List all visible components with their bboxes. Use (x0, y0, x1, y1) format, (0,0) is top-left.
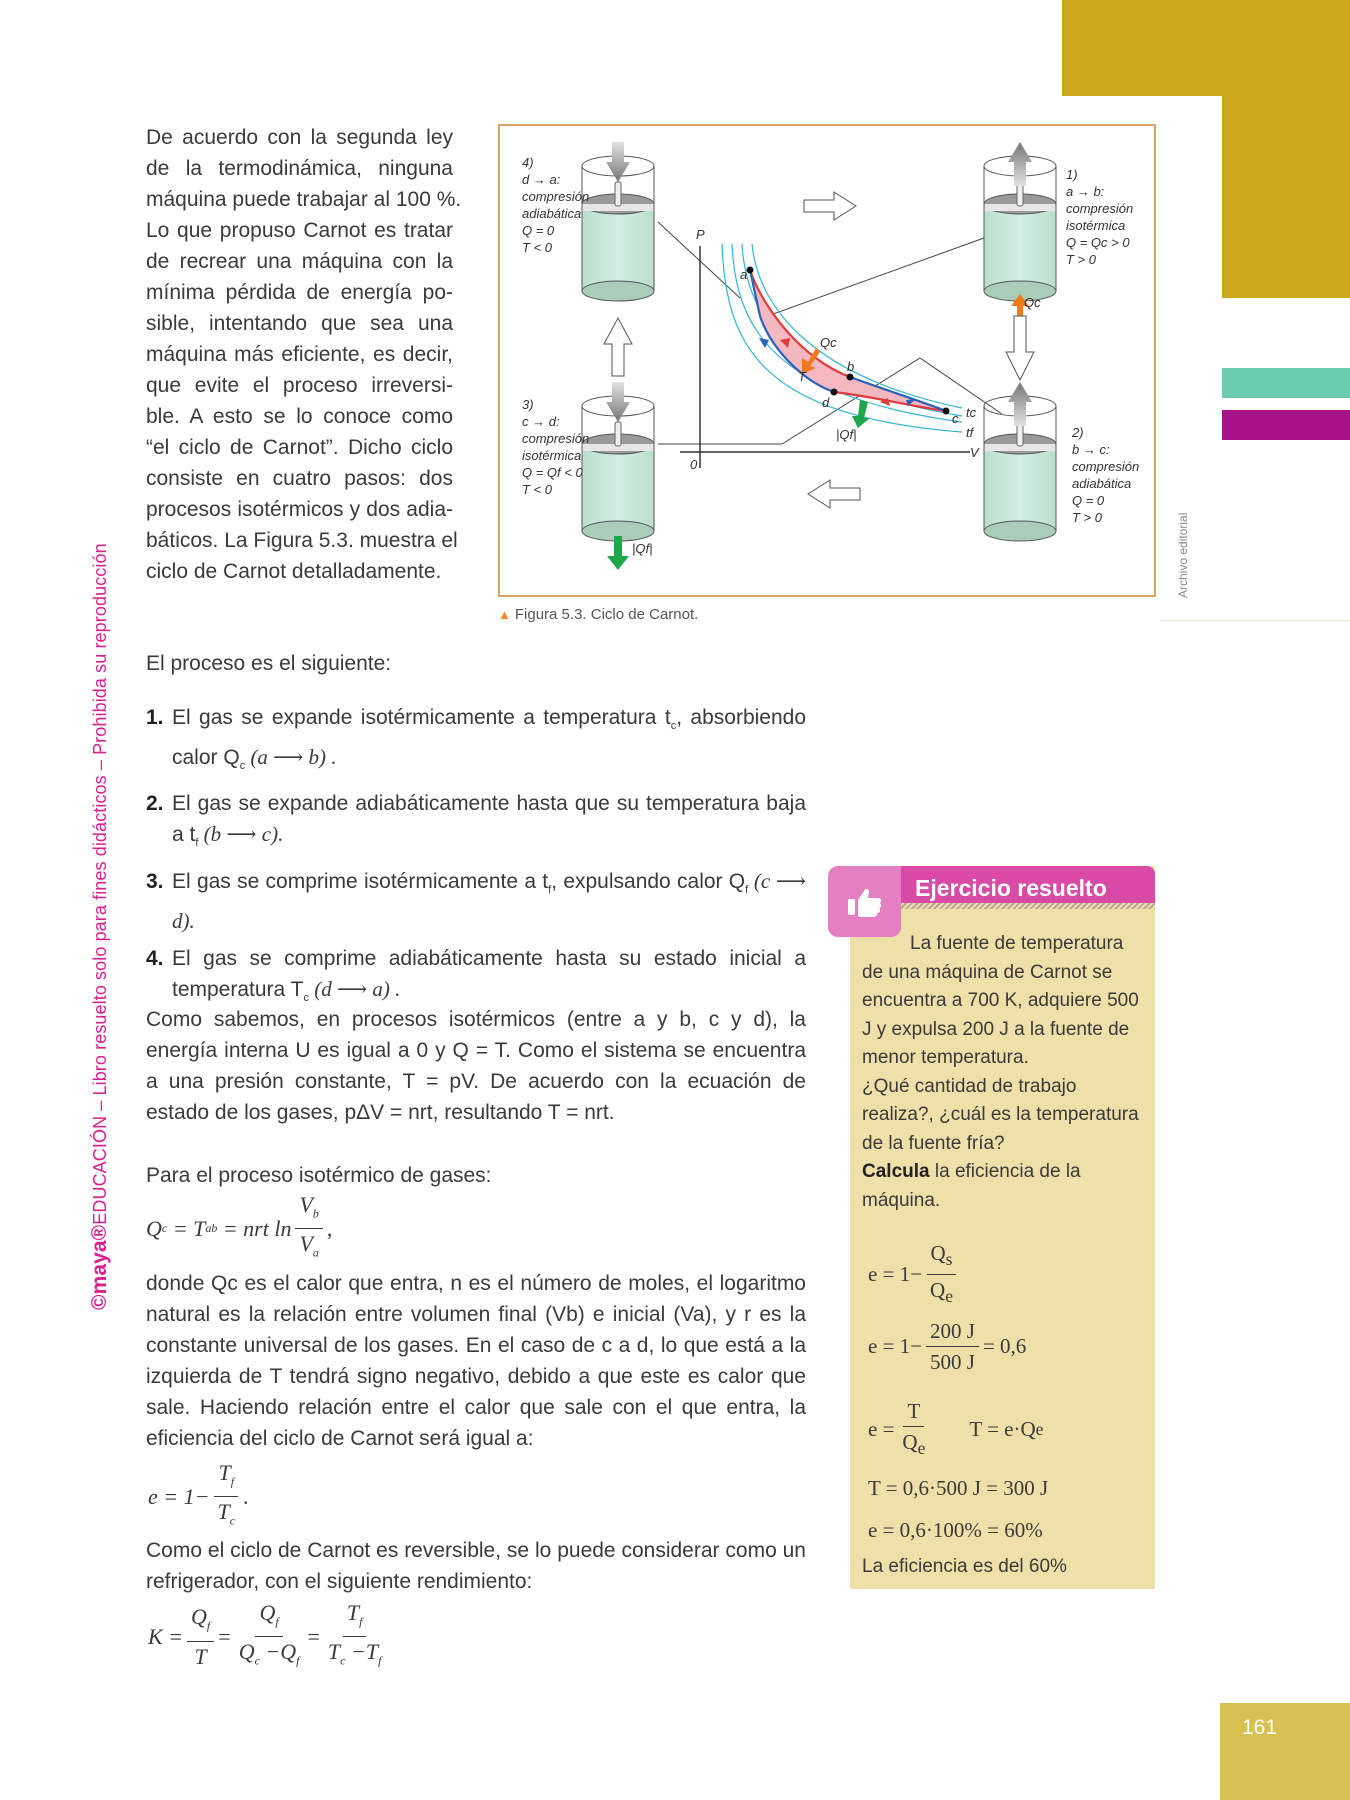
exercise-conclusion: La eficiencia es del 60% (862, 1556, 1067, 1577)
stage-3-label: 3) c → d: compresión isotérmica Q = Qf < 0 T < 0 (522, 397, 590, 497)
intro-line: mínima pérdida de energía po- (146, 281, 453, 304)
logarithm-paragraph: donde Qc es el calor que entra, n es el número de moles, el logaritmo natural es la relación entre volumen final (Vb) e inicial (Va), y r es la constante universal de los gases. En el caso de c a d, lo que está a la izquierda de T tendrá signo negativo, debido a que este es calor que sale. Haciendo relación entre el calor que sale con el que entra, la eficiencia del ciclo de Carnot será igual a: (146, 1272, 806, 1450)
carnot-cycle-diagram (500, 126, 1154, 595)
decorative-teal-tab (1222, 368, 1350, 398)
image-credit: Archivo editorial (1176, 512, 1190, 598)
copyright-notice: EDUCACIÓN – Libro resuelto solo para fines didácticos – Prohibida su reproducción (90, 543, 110, 1225)
intro-line: “el ciclo de Carnot”. Dicho ciclo (146, 436, 453, 459)
formula-qc: Q c = T ab = nrt ln $\frac{V_b}{V_a}$ , (146, 1192, 333, 1260)
point-d-label: d (822, 395, 830, 410)
page-number-tab (1220, 1703, 1350, 1800)
intro-line: que evite el proceso irreversi- (146, 374, 453, 397)
cycle-area (750, 270, 946, 411)
exercise-formula-4: T = 0,6·500 J = 300 J (868, 1476, 1049, 1500)
intro-line: de recrear una máquina con la (146, 250, 453, 273)
qf-arrow-icon (852, 400, 870, 428)
caption-triangle-icon: ▲ (498, 607, 511, 622)
figure-caption: ▲ Figura 5.3. Ciclo de Carnot. (498, 606, 699, 623)
intro-line: de la termodinámica, ninguna (146, 157, 453, 180)
qc-label-cylinder: Qc (1024, 295, 1041, 310)
stage-2-label: 2) b → c: compresión adiabática Q = 0 T > 0 (1072, 425, 1140, 525)
intro-line: ble. A esto se lo conoce como (146, 405, 453, 428)
intro-line: sible, intentando que sea una (146, 312, 453, 335)
process-lead: El proceso es el siguiente: (146, 652, 392, 675)
point-b-label: b (847, 359, 855, 374)
intro-line: procesos isotérmicos y dos adia- (146, 498, 453, 521)
exercise-formula-2: e = 1− $\frac{200 J}{500 J}$ = 0,6 (868, 1316, 1026, 1377)
stage-4-label: 4) d → a: compresión adiabática Q = 0 T < 0 (522, 155, 590, 255)
intro-line: ciclo de Carnot detalladamente. (146, 560, 442, 583)
publisher-brand: ©maya® (88, 1224, 111, 1310)
flow-up-arrow-icon (604, 318, 632, 376)
flow-right-arrow-icon (804, 192, 856, 220)
intro-line: consiste en cuatro pasos: dos (146, 467, 453, 490)
isothermal-paragraph: Como sabemos, en procesos isotérmicos (entre a y b, c y d), la energía interna U es igual a 0 y Q = T. Como el sistema se encuentra a una presión constante, T = pV. De acuerdo con la ecuación de estado de los gases, pΔV = nrt, resultando T = nrt. (146, 1008, 806, 1124)
intro-line: Lo que propuso Carnot es tratar (146, 219, 453, 242)
solved-exercise-title: Ejercicio resuelto (915, 875, 1107, 901)
intro-line: máquina puede trabajar al 100 %. (146, 188, 462, 211)
page-number: 161 (1242, 1716, 1278, 1739)
decorative-magenta-tab (1222, 410, 1350, 440)
v-axis-label: V (970, 445, 979, 460)
qc-label-graph: Qc (820, 335, 837, 350)
flow-down-arrow-icon (1006, 316, 1034, 380)
p-axis-label: P (696, 227, 705, 242)
list-item: 2. El gas se expande adiabáticamente hasta que su temperatura baja a $t_f$ (b ⟶ c). (146, 792, 806, 850)
tc-label: tc (966, 405, 977, 420)
point-a-label: a (740, 267, 748, 282)
exercise-formula-1: e = 1− $\frac{Q_s}{Q_e}$ (868, 1238, 961, 1311)
list-item: 3. El gas se comprime isotérmicamente a $t_f$, expulsando calor $Q_f$ (c ⟶ d). (146, 868, 807, 933)
decorative-divider (1160, 620, 1350, 621)
decorative-gold-tab (1222, 80, 1350, 298)
qf-label-cylinder: |Qf| (632, 541, 653, 556)
tf-label: tf (966, 425, 974, 440)
point-c-label: c (952, 411, 959, 426)
isothermal-lead: Para el proceso isotérmico de gases: (146, 1164, 492, 1187)
intro-line: báticos. La Figura 5.3. muestra el (146, 529, 458, 552)
carnot-cycle-figure (498, 124, 1156, 597)
list-item: 1. El gas se expande isotérmicamente a temperatura $t_c$, absorbiendo calor $Q_c$ (a ⟶ b) . (146, 706, 807, 773)
cylinder-stage-4 (582, 142, 654, 301)
exercise-formula-5: e = 0,6·100% = 60% (868, 1518, 1043, 1542)
origin-label: 0 (690, 457, 698, 472)
intro-line: máquina más eficiente, es decir, (146, 343, 453, 366)
process-steps-list (146, 702, 806, 1020)
exercise-formula-3: e = $\frac{T}{Q_e}$ T = e·Q e (868, 1396, 1043, 1463)
cylinder-stage-2 (984, 382, 1056, 541)
cylinder-stage-1 (984, 142, 1056, 319)
refrigerator-paragraph: Como el ciclo de Carnot es reversible, se lo puede considerar como un refrigerador, con el siguiente rendimiento: (146, 1539, 806, 1593)
thumbs-up-icon (828, 866, 901, 937)
qf-label-graph: |Qf| (836, 427, 857, 442)
stage-1-label: 1) a → b: compresión isotérmica Q = Qc > 0 T > 0 (1066, 167, 1134, 267)
flow-left-arrow-icon (808, 480, 860, 508)
copyright-side-text (88, 543, 112, 1310)
intro-line: De acuerdo con la segunda ley (146, 126, 453, 149)
formula-efficiency: e = 1− $\frac{T_f}{T_c}$ . (148, 1460, 249, 1528)
formula-refrigerator: K = $\frac{Q_f}{T}$ = $\frac{Q_f}{Q_c -Q_f}$ = $\frac{T_f}{T_c -T_f}$ (148, 1600, 382, 1669)
work-label-graph: T (798, 369, 806, 384)
list-item: 4. El gas se comprime adiabáticamente hasta su estado inicial a temperatura $T_c$ (d ⟶ a) . (146, 946, 806, 1004)
header-stripes (888, 903, 1155, 909)
exercise-statement: La fuente de temperatura de una máquina de Carnot se encuentra a 700 K, adquiere 500 J y expulsa 200 J a la fuente de menor temperatura. ¿Qué cantidad de trabajo realiza?, ¿cuál es la temperatura de la fuente fría? Calcula la eficiencia de la máquina. (862, 933, 1139, 1211)
intro-paragraph (146, 122, 462, 587)
